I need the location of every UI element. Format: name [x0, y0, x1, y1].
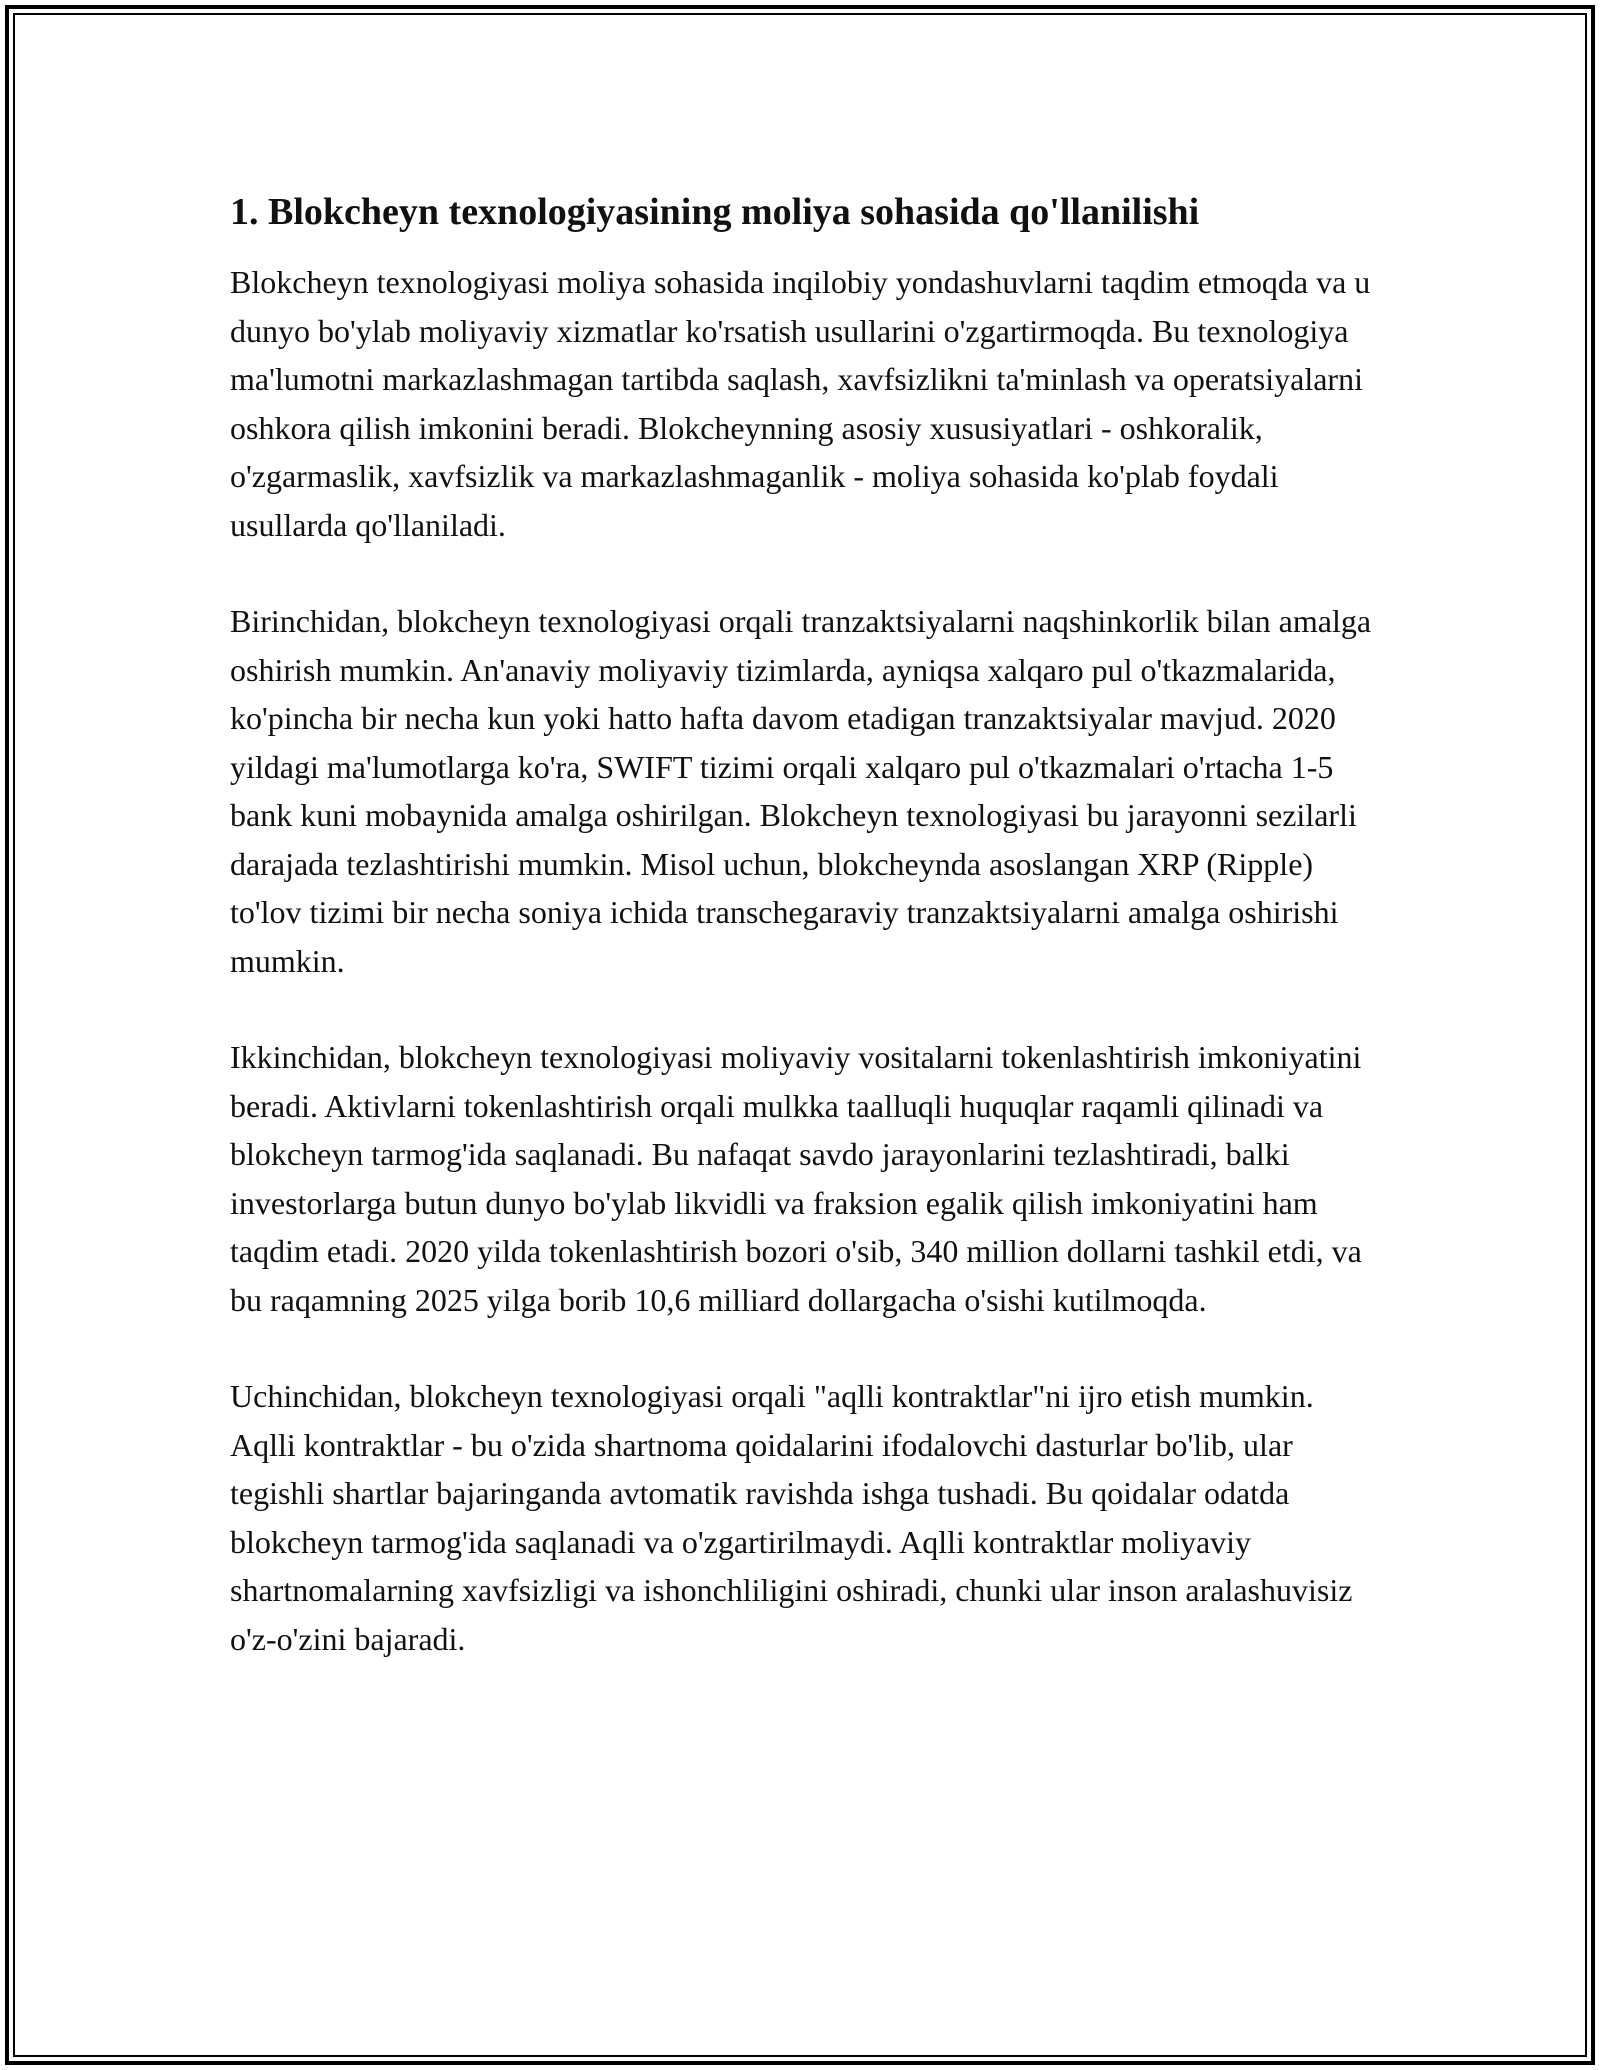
document-body: [230, 186, 1380, 1711]
section-heading: 1. Blokcheyn texnologiyasining moliya sohasida qo'llanilishi: [230, 191, 1200, 233]
paragraph-third-point: Uchinchidan, blokcheyn texnologiyasi orqali "aqlli kontraktlar"ni ijro etish mumkin. Aqlli kontraktlar - bu o'zida shartnoma qoidalarini ifodalovchi dasturlar bo'lib, ular tegishli shartlar bajaringanda avtomatik ravishda ishga tushadi. Bu qoidalar odatda blokcheyn tarmog'ida saqlanadi va o'zgartirilmaydi. Aqlli kontraktlar moliyaviy shartnomalarning xavfsizligi va ishonchliligini oshiradi, chunki ular inson aralashuvisiz o'z-o'zini bajaradi.: [230, 1378, 1353, 1657]
paragraph-first-point: Birinchidan, blokcheyn texnologiyasi orqali tranzaktsiyalarni naqshinkorlik bilan amalga oshirish mumkin. An'anaviy moliyaviy tizimlarda, ayniqsa xalqaro pul o'tkazmalarida, ko'pincha bir necha kun yoki hatto hafta davom etadigan tranzaktsiyalar mavjud. 2020 yildagi ma'lumotlarga ko'ra, SWIFT tizimi orqali xalqaro pul o'tkazmalari o'rtacha 1-5 bank kuni mobaynida amalga oshirilgan. Blokcheyn texnologiyasi bu jarayonni sezilarli darajada tezlashtirishi mumkin. Misol uchun, blokcheynda asoslangan XRP (Ripple) to'lov tizimi bir necha soniya ichida transchegaraviy tranzaktsiyalarni amalga oshirishi mumkin.: [230, 603, 1372, 979]
paragraph-intro: Blokcheyn texnologiyasi moliya sohasida inqilobiy yondashuvlarni taqdim etmoqda va u dunyo bo'ylab moliyaviy xizmatlar ko'rsatish usullarini o'zgartirmoqda. Bu texnologiya ma'lumotni markazlashmagan tartibda saqlash, xavfsizlikni ta'minlash va operatsiyalarni oshkora qilish imkonini beradi. Blokcheynning asosiy xususiyatlari - oshkoralik, o'zgarmaslik, xavfsizlik va markazlashmaganlik - moliya sohasida ko'plab foydali usullarda qo'llaniladi.: [230, 264, 1371, 543]
paragraph-second-point: Ikkinchidan, blokcheyn texnologiyasi moliyaviy vositalarni tokenlashtirish imkoniyatini beradi. Aktivlarni tokenlashtirish orqali mulkka taalluqli huquqlar raqamli qilinadi va blokcheyn tarmog'ida saqlanadi. Bu nafaqat savdo jarayonlarini tezlashtiradi, balki investorlarga butun dunyo bo'ylab likvidli va fraksion egalik qilish imkoniyatini ham taqdim etadi. 2020 yilda tokenlashtirish bozori o'sib, 340 million dollarni tashkil etdi, va bu raqamning 2025 yilga borib 10,6 milliard dollargacha o'sishi kutilmoqda.: [230, 1039, 1362, 1318]
